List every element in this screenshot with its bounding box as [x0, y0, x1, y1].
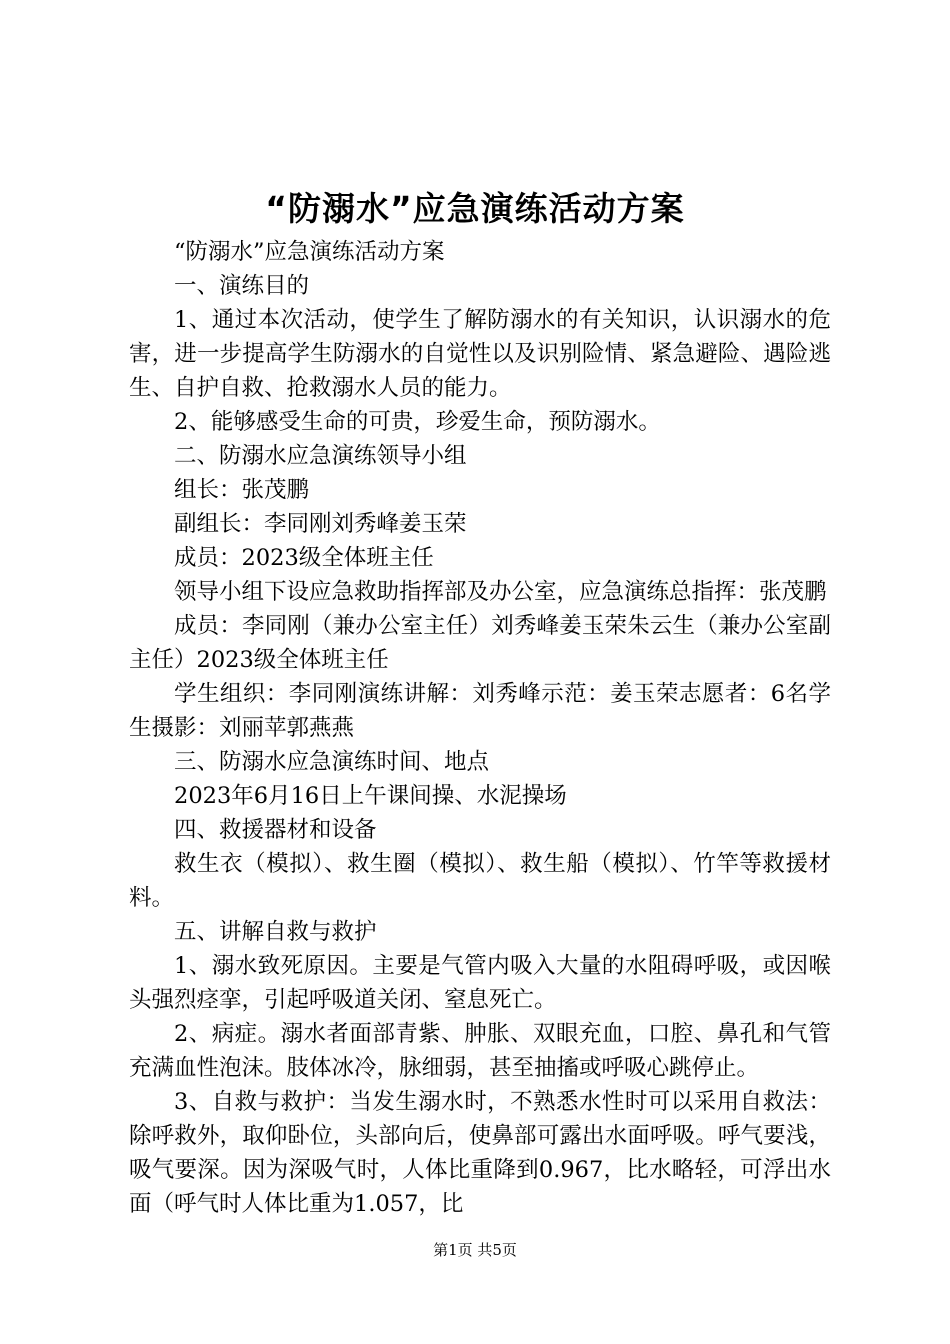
section-heading: 五、讲解自救与救护 — [174, 919, 377, 945]
paragraph: 救生衣（模拟）、救生圈（模拟）、救生船（模拟）、竹竿等救援材料。 — [129, 851, 831, 911]
paragraph: 成员：2023级全体班主任 — [174, 545, 434, 571]
paragraph: 学生组织：李同刚演练讲解：刘秀峰示范：姜玉荣志愿者：6名学生摄影：刘丽苹郭燕燕 — [129, 681, 831, 741]
paragraph: 2023年6月16日上午课间操、水泥操场 — [174, 783, 567, 809]
document-body — [129, 235, 831, 1221]
paragraph: 成员：李同刚（兼办公室主任）刘秀峰姜玉荣朱云生（兼办公室副主任）2023级全体班主任 — [129, 613, 831, 673]
paragraph: 副组长：李同刚刘秀峰姜玉荣 — [174, 511, 467, 537]
document-title: “防溺水”应急演练活动方案 — [265, 189, 685, 228]
section-heading: 一、演练目的 — [174, 273, 310, 299]
paragraph: 1、溺水致死原因。主要是气管内吸入大量的水阻碍呼吸，或因喉头强烈痉挛，引起呼吸道关闭、窒息死亡。 — [129, 953, 831, 1013]
section-heading: 三、防溺水应急演练时间、地点 — [174, 749, 490, 775]
paragraph: 2、能够感受生命的可贵，珍爱生命，预防溺水。 — [174, 409, 661, 435]
paragraph: 组长：张茂鹏 — [174, 477, 310, 503]
paragraph: 领导小组下设应急救助指挥部及办公室，应急演练总指挥：张茂鹏 — [174, 579, 827, 605]
page-footer: 第1页 共5页 — [433, 1241, 517, 1259]
paragraph: 2、病症。溺水者面部青紫、肿胀、双眼充血，口腔、鼻孔和气管充满血性泡沫。肢体冰冷，脉细弱，甚至抽搐或呼吸心跳停止。 — [129, 1021, 831, 1081]
paragraph: 1、通过本次活动，使学生了解防溺水的有关知识，认识溺水的危害，进一步提高学生防溺水的自觉性以及识别险情、紧急避险、遇险逃生、自护自救、抢救溺水人员的能力。 — [129, 307, 831, 401]
paragraph: 3、自救与救护：当发生溺水时，不熟悉水性时可以采用自救法：除呼救外，取仰卧位，头部向后，使鼻部可露出水面呼吸。呼气要浅，吸气要深。因为深吸气时，人体比重降到0.967，比水略轻，可浮出水面（呼气时人体比重为1.057，比 — [129, 1089, 831, 1217]
paragraph: “防溺水”应急演练活动方案 — [174, 239, 445, 265]
section-heading: 二、防溺水应急演练领导小组 — [174, 443, 467, 469]
section-heading: 四、救援器材和设备 — [174, 817, 377, 843]
